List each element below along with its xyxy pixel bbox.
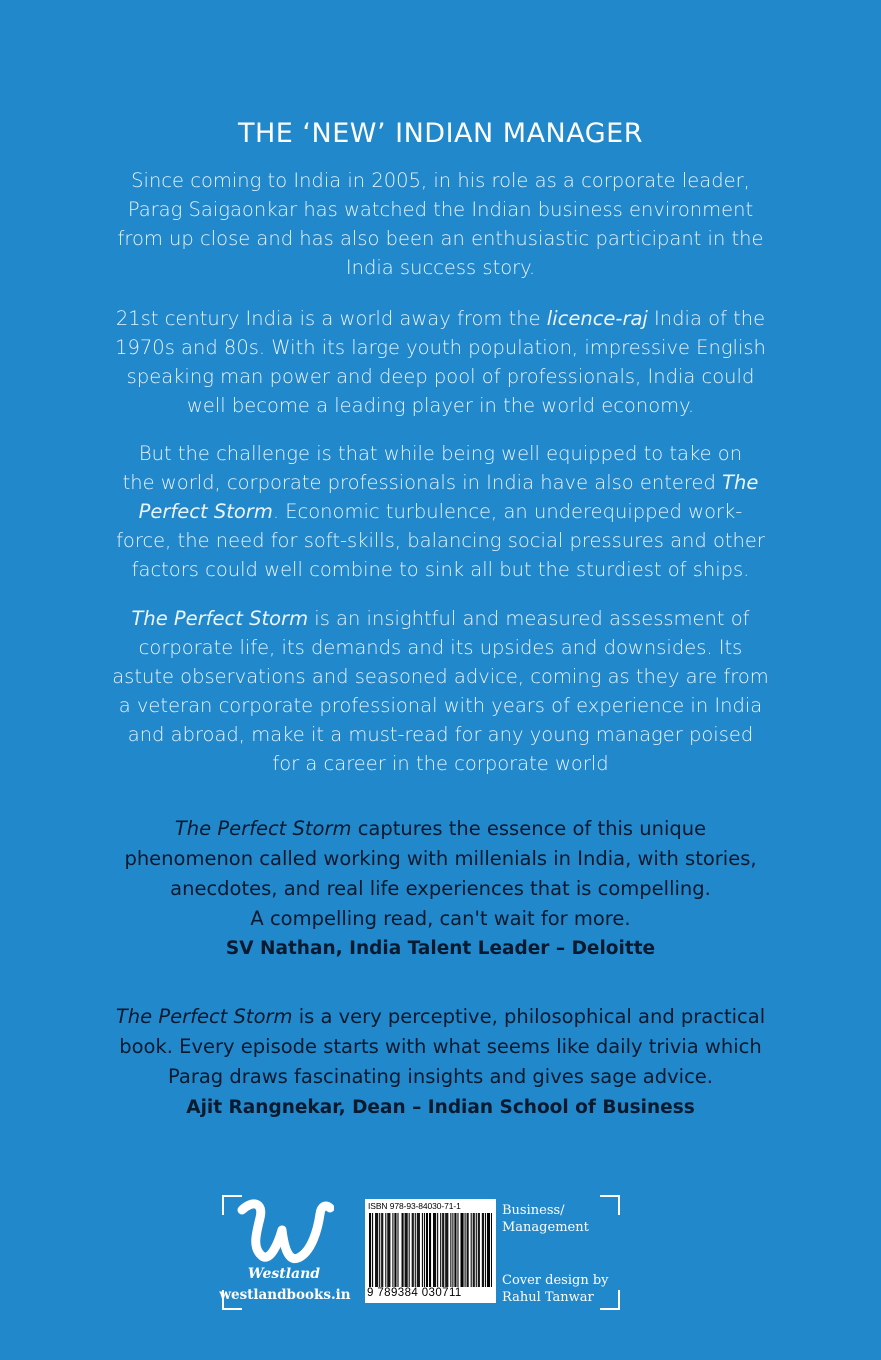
quote-line: book. Every episode starts with what seems like daily trivia which — [119, 1035, 762, 1058]
barcode-bar — [417, 1213, 418, 1287]
barcode-bar — [418, 1213, 419, 1287]
blurb-line — [60, 468, 821, 497]
blurb-line: 1970s and 80s. With its large youth population, impressive English — [115, 336, 766, 359]
blurb-line: a veteran corporate professional with years of experience in India — [118, 694, 763, 717]
barcode-bar — [491, 1213, 492, 1287]
blurb-paragraph-4 — [60, 604, 821, 778]
barcode-bar — [471, 1213, 472, 1287]
barcode-bar — [437, 1213, 438, 1287]
blurb-line: speaking man power and deep pool of professionals, India could — [126, 365, 755, 388]
blurb-line: astute observations and seasoned advice, coming as they are from — [112, 665, 769, 688]
quote-line — [40, 814, 841, 844]
quote-line: A compelling read, can't wait for more. — [250, 907, 631, 930]
barcode-bar — [479, 1213, 480, 1287]
blurb-line — [60, 497, 821, 526]
blurb-line: well become a leading player in the world economy. — [186, 394, 695, 417]
barcode-bar — [375, 1213, 376, 1287]
barcode-bar — [462, 1213, 463, 1287]
publisher-name: Westland — [247, 1266, 321, 1282]
blurb-line: factors could well combine to sink all but the sturdiest of ships. — [131, 558, 750, 581]
barcode-bar — [452, 1213, 453, 1287]
quote-text: captures the essence of this unique — [351, 817, 707, 840]
endorsement-quote-2 — [40, 1002, 841, 1092]
category-line-1: Business/ — [502, 1203, 565, 1218]
barcode-bar — [392, 1213, 393, 1287]
barcode-bar — [487, 1213, 488, 1287]
barcode-bar — [381, 1213, 382, 1287]
barcode-bar — [385, 1213, 386, 1287]
blurb-line: Parag Saigaonkar has watched the Indian business environment — [127, 198, 754, 221]
credit-line-2: Rahul Tanwar — [502, 1290, 594, 1305]
barcode-bar — [409, 1213, 410, 1287]
blurb-text: India of the — [647, 307, 766, 330]
barcode-bar — [474, 1213, 475, 1287]
barcode-bar — [379, 1213, 380, 1287]
barcode-bar — [394, 1213, 395, 1287]
barcode-bar — [468, 1213, 469, 1287]
barcode-bar — [430, 1213, 431, 1287]
barcode-bar — [483, 1213, 484, 1287]
barcode-bar — [427, 1213, 428, 1287]
quote-1-attribution: SV Nathan, India Talent Leader – Deloitte — [225, 938, 656, 959]
barcode-bar — [455, 1213, 456, 1287]
quote-line: Parag draws fascinating insights and gives sage advice. — [167, 1065, 713, 1088]
blurb-line: from up close and has also been an enthusiastic participant in the — [117, 227, 764, 250]
quote-italic: The Perfect Storm — [115, 1005, 293, 1028]
blurb-italic: The Perfect Storm — [131, 607, 309, 630]
blurb-line: for a career in the corporate world — [272, 752, 609, 775]
barcode-bar — [485, 1213, 486, 1287]
barcode-bar — [415, 1213, 416, 1287]
barcode-bar — [465, 1213, 466, 1287]
barcode-bar — [377, 1213, 378, 1287]
barcode-bar — [476, 1213, 477, 1287]
barcode-bar — [488, 1213, 489, 1287]
barcode-bar — [407, 1213, 408, 1287]
isbn-barcode — [365, 1199, 496, 1303]
blurb-line: and abroad, make it a must-read for any young manager poised — [127, 723, 754, 746]
barcode-bar — [442, 1213, 443, 1287]
corner-bracket-top-right — [600, 1195, 620, 1215]
cover-credit — [502, 1272, 609, 1306]
barcode-bar — [412, 1213, 413, 1287]
barcode-bar — [369, 1213, 370, 1287]
barcode-bar — [457, 1213, 458, 1287]
quote-line — [40, 1002, 841, 1032]
barcode-bar — [433, 1213, 434, 1287]
credit-line-1: Cover design by — [502, 1273, 609, 1288]
blurb-line — [60, 304, 821, 333]
barcode-bar — [405, 1213, 406, 1287]
barcode-bar — [482, 1213, 483, 1287]
barcode-bar — [370, 1213, 371, 1287]
category-label — [502, 1202, 589, 1236]
publisher-website: westlandbooks.in — [219, 1287, 351, 1303]
quote-line: anecdotes, and real life experiences that is compelling. — [170, 877, 711, 900]
isbn-label: ISBN 978-93-84030-71-1 — [368, 1201, 461, 1211]
barcode-bar — [424, 1213, 425, 1287]
blurb-line — [60, 604, 821, 633]
blurb-italic: The — [722, 471, 759, 494]
barcode-bar — [434, 1213, 435, 1287]
quote-text: is a very perceptive, philosophical and practical — [292, 1005, 766, 1028]
barcode-bar — [372, 1213, 373, 1287]
barcode-bar — [489, 1213, 490, 1287]
quote-italic: The Perfect Storm — [174, 817, 352, 840]
barcode-bar — [389, 1213, 390, 1287]
blurb-text: the world, corporate professionals in India have also entered — [122, 471, 723, 494]
barcode-bar — [387, 1213, 388, 1287]
barcode-bar — [447, 1213, 448, 1287]
blurb-italic: Perfect Storm — [138, 500, 273, 523]
barcode-bar — [382, 1213, 383, 1287]
barcode-bar — [388, 1213, 389, 1287]
blurb-paragraph-3 — [60, 439, 821, 584]
barcode-bar — [426, 1213, 427, 1287]
barcode-bar — [450, 1213, 451, 1287]
barcode-bar — [397, 1213, 398, 1287]
barcode-bar — [395, 1213, 396, 1287]
blurb-line: force, the need for soft-skills, balancing social pressures and other — [116, 529, 765, 552]
barcode-bars — [369, 1213, 492, 1287]
quote-line: phenomenon called working with millenials in India, with stories, — [124, 847, 757, 870]
barcode-bar — [440, 1213, 441, 1287]
quote-2-attribution: Ajit Rangnekar, Dean – Indian School of Business — [186, 1097, 695, 1118]
barcode-bar — [402, 1213, 403, 1287]
barcode-bar — [406, 1213, 407, 1287]
barcode-bar — [446, 1213, 447, 1287]
blurb-text: . Economic turbulence, an underequipped work- — [272, 500, 743, 523]
blurb-italic: licence-raj — [546, 307, 648, 330]
barcode-bar — [419, 1213, 420, 1287]
barcode-bar — [460, 1213, 461, 1287]
category-line-2: Management — [502, 1220, 589, 1235]
blurb-text: 21st century India is a world away from the — [115, 307, 547, 330]
blurb-text: is an insightful and measured assessment of — [308, 607, 750, 630]
blurb-line: India success story. — [345, 256, 536, 279]
barcode-bar — [429, 1213, 430, 1287]
endorsement-quote-1 — [40, 814, 841, 934]
blurb-line: Since coming to India in 2005, in his role as a corporate leader, — [131, 169, 750, 192]
barcode-bar — [435, 1213, 436, 1287]
barcode-bar — [463, 1213, 464, 1287]
barcode-bar — [473, 1213, 474, 1287]
barcode-bar — [454, 1213, 455, 1287]
barcode-bar — [376, 1213, 377, 1287]
barcode-bar — [478, 1213, 479, 1287]
barcode-bar — [445, 1213, 446, 1287]
blurb-paragraph-1 — [60, 166, 821, 282]
ean-digits: 9 789384 030711 — [367, 1287, 462, 1299]
barcode-bar — [443, 1213, 444, 1287]
barcode-bar — [467, 1213, 468, 1287]
barcode-bar — [403, 1213, 404, 1287]
westland-logo-icon — [234, 1196, 334, 1274]
blurb-paragraph-2 — [60, 304, 821, 420]
blurb-line: corporate life, its demands and its upsides and downsides. Its — [138, 636, 743, 659]
heading: THE ‘NEW’ INDIAN MANAGER — [237, 118, 643, 149]
blurb-line: But the challenge is that while being well equipped to take on — [138, 442, 743, 465]
barcode-bar — [413, 1213, 414, 1287]
barcode-bar — [422, 1213, 423, 1287]
